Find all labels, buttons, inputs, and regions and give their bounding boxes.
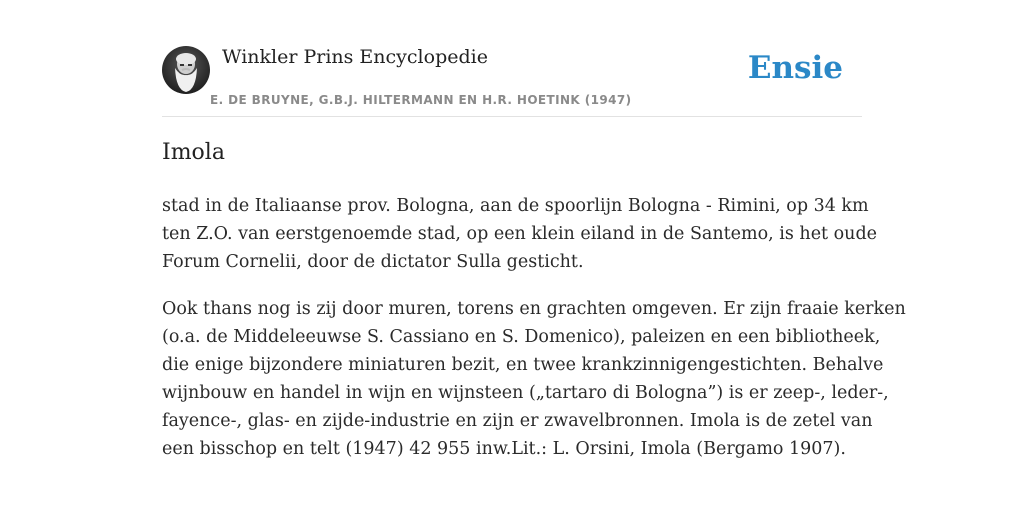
author-avatar-icon[interactable] — [162, 46, 210, 94]
entry-paragraph — [162, 192, 878, 276]
entry-title: Imola — [162, 140, 225, 165]
entry-body — [162, 192, 906, 482]
paragraph-line: die enige bijzondere miniaturen bezit, en twee krankzinnigengestichten. Behalve — [162, 355, 884, 375]
page-header — [162, 44, 862, 117]
entry-paragraph — [162, 295, 906, 463]
ensie-logo[interactable]: Ensie — [747, 50, 843, 86]
publication-title[interactable]: Winkler Prins Encyclopedie — [222, 46, 488, 68]
paragraph-line: een bisschop en telt (1947) 42 955 inw.Lit.: L. Orsini, Imola (Bergamo 1907). — [162, 439, 846, 459]
paragraph-line: (o.a. de Middeleeuwse S. Cassiano en S. Domenico), paleizen en een bibliotheek, — [162, 327, 881, 347]
paragraph-line: Forum Cornelii, door de dictator Sulla gesticht. — [162, 252, 584, 272]
paragraph-line: fayence-, glas- en zijde-industrie en zijn er zwavelbronnen. Imola is de zetel van — [162, 411, 873, 431]
paragraph-line: stad in de Italiaanse prov. Bologna, aan de spoorlijn Bologna - Rimini, op 34 km — [162, 196, 869, 216]
bearded-man-portrait-icon — [162, 46, 210, 94]
paragraph-line: ten Z.O. van eerstgenoemde stad, op een klein eiland in de Santemo, is het oude — [162, 224, 878, 244]
publication-authors: E. DE BRUYNE, G.B.J. HILTERMANN EN H.R. HOETINK (1947) — [210, 93, 632, 107]
paragraph-line: Ook thans nog is zij door muren, torens en grachten omgeven. Er zijn fraaie kerken — [162, 299, 906, 319]
paragraph-line: wijnbouw en handel in wijn en wijnsteen („tartaro di Bologna”) is er zeep-, leder-, — [162, 383, 889, 403]
